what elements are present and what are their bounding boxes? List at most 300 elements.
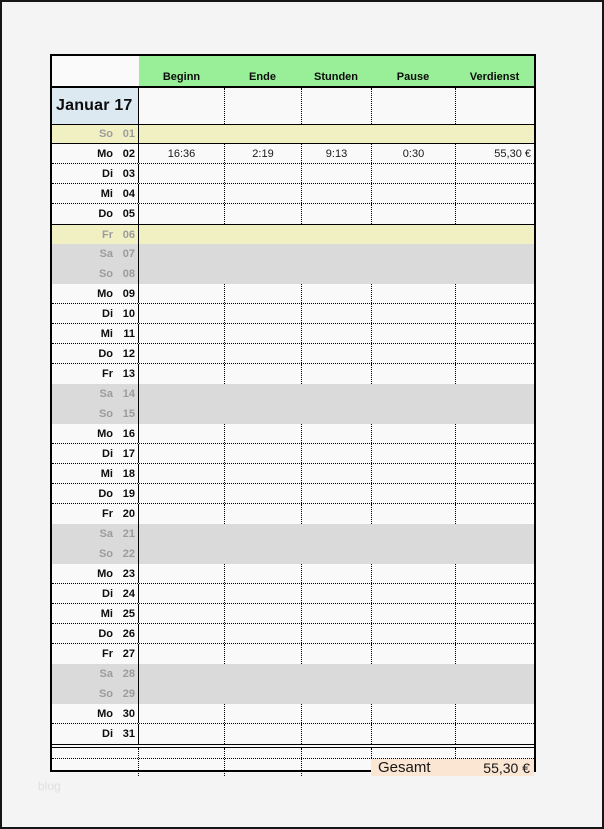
- cell-stunden-14[interactable]: [301, 384, 371, 404]
- cell-pause-03[interactable]: [371, 164, 455, 183]
- day-number: 18: [122, 467, 135, 480]
- cell-ende-12[interactable]: [224, 344, 301, 363]
- cell-stunden-02[interactable]: 9:13: [301, 144, 371, 163]
- day-row-16: [52, 424, 534, 444]
- day-row-20: [52, 504, 534, 524]
- cell-pause-04[interactable]: [371, 184, 455, 203]
- day-label-cell-28: [52, 664, 139, 684]
- cell-stunden-13[interactable]: [301, 364, 371, 384]
- gesamt-row-cell-1: [139, 759, 224, 776]
- cell-beginn-16[interactable]: [139, 424, 224, 443]
- day-number: 02: [122, 147, 135, 160]
- cell-beginn-10[interactable]: [139, 304, 224, 323]
- cell-ende-24[interactable]: [224, 584, 301, 603]
- cell-verdienst-17[interactable]: [455, 444, 534, 463]
- cell-verdienst-08[interactable]: [455, 264, 534, 284]
- cell-ende-14[interactable]: [224, 384, 301, 404]
- cell-verdienst-01[interactable]: [455, 125, 534, 143]
- weekday-label: Di: [102, 447, 113, 460]
- cell-verdienst-10[interactable]: [455, 304, 534, 323]
- day-number: 04: [122, 187, 135, 200]
- day-label-cell-24: [52, 584, 139, 603]
- cell-beginn-31[interactable]: [139, 724, 224, 744]
- cell-beginn-02[interactable]: 16:36: [167, 147, 196, 160]
- sub-row-cell-stunden[interactable]: [301, 748, 371, 758]
- cell-verdienst-05[interactable]: [455, 204, 534, 224]
- cell-ende-19[interactable]: [224, 484, 301, 503]
- cell-beginn-09[interactable]: [139, 284, 224, 303]
- day-number: 28: [122, 668, 135, 680]
- column-header-pause: Pause: [396, 71, 430, 83]
- day-label-cell-08: [52, 264, 139, 284]
- cell-pause-31[interactable]: [371, 724, 455, 744]
- column-header-ende: Ende: [249, 71, 276, 83]
- empty-sub-row: [52, 748, 534, 759]
- cell-ende-02[interactable]: 2:19: [224, 144, 301, 163]
- cell-pause-27[interactable]: [371, 644, 455, 664]
- day-number: 07: [122, 248, 135, 260]
- cell-pause-16[interactable]: [371, 424, 455, 443]
- cell-stunden-19[interactable]: [301, 484, 371, 503]
- weekday-label: Fr: [102, 508, 113, 520]
- cell-beginn-19[interactable]: [139, 484, 224, 503]
- day-row-08: [52, 264, 534, 284]
- weekday-label: Do: [98, 208, 113, 220]
- cell-beginn-17[interactable]: [139, 444, 224, 463]
- weekday-label: So: [98, 268, 113, 280]
- cell-beginn-07[interactable]: [139, 244, 224, 264]
- weekday-label: So: [98, 408, 113, 420]
- weekday-label: So: [98, 688, 113, 700]
- day-label-cell-21: [52, 524, 139, 544]
- day-label-cell-06: [52, 225, 139, 244]
- gesamt-row-day-cell: [52, 759, 139, 776]
- day-label-cell-31: [52, 724, 139, 744]
- weekday-label: Mi: [100, 327, 113, 340]
- cell-beginn-30[interactable]: [139, 704, 224, 723]
- gesamt-total-cell[interactable]: [371, 759, 534, 776]
- day-number: 29: [122, 688, 135, 700]
- cell-beginn-05[interactable]: [139, 204, 224, 224]
- day-rows: [52, 124, 534, 744]
- day-label-cell-14: [52, 384, 139, 404]
- cell-beginn-06[interactable]: [139, 225, 224, 244]
- weekday-label: Mi: [100, 187, 113, 200]
- cell-stunden-03[interactable]: [301, 164, 371, 183]
- day-label-cell-11: [52, 324, 139, 343]
- day-number: 15: [122, 408, 135, 420]
- cell-ende-18[interactable]: [224, 464, 301, 483]
- weekday-label: Di: [102, 307, 113, 320]
- cell-verdienst-12[interactable]: [455, 344, 534, 363]
- cell-pause-02[interactable]: 0:30: [371, 144, 455, 163]
- day-row-28: [52, 664, 534, 684]
- cell-ende-29[interactable]: [224, 684, 301, 704]
- day-number: 05: [122, 208, 135, 220]
- weekday-label: So: [98, 128, 113, 140]
- month-row-cell-pause[interactable]: [371, 88, 455, 124]
- cell-verdienst-19[interactable]: [455, 484, 534, 503]
- weekday-label: Fr: [102, 228, 113, 241]
- cell-pause-06[interactable]: [371, 225, 455, 244]
- day-label-cell-13: [52, 364, 139, 384]
- day-label-cell-07: [52, 244, 139, 264]
- day-number: 11: [123, 327, 135, 340]
- cell-stunden-10[interactable]: [301, 304, 371, 323]
- cell-verdienst-23[interactable]: [455, 564, 534, 583]
- cell-verdienst-21[interactable]: [455, 524, 534, 544]
- day-row-19: [52, 484, 534, 504]
- cell-verdienst-29[interactable]: [455, 684, 534, 704]
- weekday-label: Do: [98, 347, 113, 360]
- cell-beginn-20[interactable]: [139, 504, 224, 524]
- cell-stunden-25[interactable]: [301, 604, 371, 623]
- cell-pause-28[interactable]: [371, 664, 455, 684]
- day-label-cell-25: [52, 604, 139, 623]
- day-number: 17: [122, 447, 135, 460]
- day-number: 27: [122, 648, 135, 660]
- cell-beginn-18[interactable]: [139, 464, 224, 483]
- cell-verdienst-30[interactable]: [455, 704, 534, 723]
- cell-stunden-08[interactable]: [301, 264, 371, 284]
- weekday-label: Di: [102, 728, 113, 740]
- cell-stunden-24[interactable]: [301, 584, 371, 603]
- day-number: 31: [122, 728, 135, 740]
- cell-ende-30[interactable]: [224, 704, 301, 723]
- cell-verdienst-22[interactable]: [455, 544, 534, 564]
- cell-pause-25[interactable]: [371, 604, 455, 623]
- cell-verdienst-13[interactable]: [455, 364, 534, 384]
- day-number: 23: [122, 567, 135, 580]
- cell-stunden-30[interactable]: [301, 704, 371, 723]
- cell-pause-07[interactable]: [371, 244, 455, 264]
- month-row: [52, 88, 534, 124]
- day-number: 09: [122, 287, 135, 300]
- cell-beginn-08[interactable]: [139, 264, 224, 284]
- day-row-02: [52, 144, 534, 164]
- cell-stunden-31[interactable]: [301, 724, 371, 744]
- day-label-cell-05: [52, 204, 139, 224]
- cell-stunden-04[interactable]: [301, 184, 371, 203]
- cell-pause-21[interactable]: [371, 524, 455, 544]
- cell-ende-01[interactable]: [224, 125, 301, 143]
- cell-verdienst-31[interactable]: [455, 724, 534, 744]
- cell-pause-08[interactable]: [371, 264, 455, 284]
- cell-verdienst-25[interactable]: [455, 604, 534, 623]
- cell-stunden-28[interactable]: [301, 664, 371, 684]
- cell-stunden-16[interactable]: [301, 424, 371, 443]
- cell-verdienst-07[interactable]: [455, 244, 534, 264]
- cell-pause-26[interactable]: [371, 624, 455, 643]
- cell-pause-18[interactable]: [371, 464, 455, 483]
- cell-stunden-26[interactable]: [301, 624, 371, 643]
- day-number: 14: [122, 388, 135, 400]
- cell-pause-23[interactable]: [371, 564, 455, 583]
- cell-pause-11[interactable]: [371, 324, 455, 343]
- day-label-cell-12: [52, 344, 139, 363]
- cell-stunden-22[interactable]: [301, 544, 371, 564]
- column-header-row: [52, 56, 534, 88]
- cell-verdienst-15[interactable]: [455, 404, 534, 424]
- cell-verdienst-24[interactable]: [455, 584, 534, 603]
- day-label-cell-02: [52, 144, 139, 163]
- cell-ende-15[interactable]: [224, 404, 301, 424]
- month-row-cell-stunden[interactable]: [301, 88, 371, 124]
- day-row-21: [52, 524, 534, 544]
- day-row-01: [52, 124, 534, 144]
- cell-beginn-13[interactable]: [139, 364, 224, 384]
- cell-stunden-05[interactable]: [301, 204, 371, 224]
- day-row-07: [52, 244, 534, 264]
- cell-pause-10[interactable]: [371, 304, 455, 323]
- weekday-label: Mo: [97, 707, 113, 720]
- day-number: 26: [122, 627, 135, 640]
- cell-ende-03[interactable]: [224, 164, 301, 183]
- sub-row-cell-beginn[interactable]: [139, 748, 224, 758]
- cell-verdienst-02[interactable]: 55,30 €: [455, 144, 534, 163]
- header-corner-cell: [52, 56, 139, 86]
- cell-beginn-14[interactable]: [139, 384, 224, 404]
- day-row-23: [52, 564, 534, 584]
- weekday-label: Mi: [100, 607, 113, 620]
- day-row-14: [52, 384, 534, 404]
- cell-verdienst-06[interactable]: [455, 225, 534, 244]
- day-label-cell-29: [52, 684, 139, 704]
- gesamt-row-cell-2: [224, 759, 301, 776]
- column-header-verdienst: Verdienst: [469, 71, 520, 83]
- weekday-label: So: [98, 548, 113, 560]
- weekday-label: Fr: [102, 368, 113, 380]
- cell-ende-17[interactable]: [224, 444, 301, 463]
- day-row-27: [52, 644, 534, 664]
- cell-stunden-11[interactable]: [301, 324, 371, 343]
- cell-verdienst-14[interactable]: [455, 384, 534, 404]
- cell-beginn-26[interactable]: [139, 624, 224, 643]
- day-label-cell-18: [52, 464, 139, 483]
- cell-beginn-15[interactable]: [139, 404, 224, 424]
- gesamt-row: [52, 759, 534, 776]
- day-row-10: [52, 304, 534, 324]
- sub-row-cell-pause[interactable]: [371, 748, 455, 758]
- column-headers: [139, 56, 534, 86]
- gesamt-total-value: 55,30 €: [483, 759, 530, 776]
- cell-pause-09[interactable]: [371, 284, 455, 303]
- cell-beginn-12[interactable]: [139, 344, 224, 363]
- cell-verdienst-18[interactable]: [455, 464, 534, 483]
- cell-pause-17[interactable]: [371, 444, 455, 463]
- cell-pause-12[interactable]: [371, 344, 455, 363]
- sub-row-day-cell: [52, 748, 139, 758]
- cell-beginn-21[interactable]: [139, 524, 224, 544]
- day-number: 12: [122, 347, 135, 360]
- gesamt-label: Gesamt: [378, 759, 431, 776]
- cell-ende-26[interactable]: [224, 624, 301, 643]
- cell-stunden-18[interactable]: [301, 464, 371, 483]
- cell-verdienst-09[interactable]: [455, 284, 534, 303]
- cell-stunden-12[interactable]: [301, 344, 371, 363]
- day-row-25: [52, 604, 534, 624]
- day-row-05: [52, 204, 534, 224]
- day-label-cell-30: [52, 704, 139, 723]
- weekday-label: Mo: [97, 567, 113, 580]
- cell-ende-09[interactable]: [224, 284, 301, 303]
- cell-ende-04[interactable]: [224, 184, 301, 203]
- cell-ende-31[interactable]: [224, 724, 301, 744]
- cell-verdienst-26[interactable]: [455, 624, 534, 643]
- day-number: 06: [122, 228, 135, 241]
- cell-verdienst-27[interactable]: [455, 644, 534, 664]
- day-row-11: [52, 324, 534, 344]
- column-header-beginn: Beginn: [162, 71, 201, 83]
- day-number: 22: [122, 548, 135, 560]
- cell-verdienst-28[interactable]: [455, 664, 534, 684]
- day-number: 08: [122, 268, 135, 280]
- cell-beginn-23[interactable]: [139, 564, 224, 583]
- cell-stunden-01[interactable]: [301, 125, 371, 143]
- month-title: Januar 17: [52, 88, 139, 124]
- cell-beginn-24[interactable]: [139, 584, 224, 603]
- day-label-cell-16: [52, 424, 139, 443]
- cell-ende-06[interactable]: [224, 225, 301, 244]
- cell-pause-24[interactable]: [371, 584, 455, 603]
- cell-beginn-11[interactable]: [139, 324, 224, 343]
- weekday-label: Sa: [99, 528, 113, 540]
- cell-stunden-27[interactable]: [301, 644, 371, 664]
- timesheet-table: [50, 54, 536, 776]
- cell-pause-29[interactable]: [371, 684, 455, 704]
- cell-pause-13[interactable]: [371, 364, 455, 384]
- cell-verdienst-11[interactable]: [455, 324, 534, 343]
- weekday-label: Mo: [97, 147, 113, 160]
- month-row-cell-verdienst[interactable]: [455, 88, 534, 124]
- cell-beginn-29[interactable]: [139, 684, 224, 704]
- weekday-label: Fr: [102, 648, 113, 660]
- day-label-cell-20: [52, 504, 139, 524]
- cell-ende-23[interactable]: [224, 564, 301, 583]
- cell-ende-25[interactable]: [224, 604, 301, 623]
- cell-ende-13[interactable]: [224, 364, 301, 384]
- month-row-cell-ende[interactable]: [224, 88, 301, 124]
- cell-ende-08[interactable]: [224, 264, 301, 284]
- cell-beginn-04[interactable]: [139, 184, 224, 203]
- day-label-cell-27: [52, 644, 139, 664]
- cell-pause-20[interactable]: [371, 504, 455, 524]
- cell-ende-22[interactable]: [224, 544, 301, 564]
- weekday-label: Do: [98, 487, 113, 500]
- day-number: 30: [122, 707, 135, 720]
- day-number: 25: [122, 607, 135, 620]
- day-number: 24: [122, 587, 135, 600]
- cell-ende-07[interactable]: [224, 244, 301, 264]
- cell-pause-30[interactable]: [371, 704, 455, 723]
- cell-beginn-27[interactable]: [139, 644, 224, 664]
- day-label-cell-04: [52, 184, 139, 203]
- weekday-label: Do: [98, 627, 113, 640]
- cell-ende-20[interactable]: [224, 504, 301, 524]
- cell-pause-01[interactable]: [371, 125, 455, 143]
- gesamt-row-cell-3: [301, 759, 371, 776]
- day-row-31: [52, 724, 534, 744]
- day-row-29: [52, 684, 534, 704]
- weekday-label: Sa: [99, 668, 113, 680]
- weekday-label: Di: [102, 167, 113, 180]
- cell-pause-19[interactable]: [371, 484, 455, 503]
- day-number: 16: [122, 427, 135, 440]
- day-row-06: [52, 224, 534, 244]
- cell-verdienst-04[interactable]: [455, 184, 534, 203]
- cell-pause-14[interactable]: [371, 384, 455, 404]
- cell-stunden-29[interactable]: [301, 684, 371, 704]
- day-row-09: [52, 284, 534, 304]
- cell-stunden-15[interactable]: [301, 404, 371, 424]
- cell-pause-22[interactable]: [371, 544, 455, 564]
- sub-row-cell-ende[interactable]: [224, 748, 301, 758]
- cell-ende-27[interactable]: [224, 644, 301, 664]
- cell-ende-28[interactable]: [224, 664, 301, 684]
- cell-ende-11[interactable]: [224, 324, 301, 343]
- cell-ende-10[interactable]: [224, 304, 301, 323]
- day-row-12: [52, 344, 534, 364]
- cell-pause-05[interactable]: [371, 204, 455, 224]
- cell-beginn-01[interactable]: [139, 125, 224, 143]
- cell-verdienst-03[interactable]: [455, 164, 534, 183]
- column-header-stunden: Stunden: [314, 71, 358, 83]
- weekday-label: Sa: [99, 388, 113, 400]
- cell-ende-21[interactable]: [224, 524, 301, 544]
- day-label-cell-09: [52, 284, 139, 303]
- day-number: 13: [122, 368, 135, 380]
- day-row-24: [52, 584, 534, 604]
- cell-pause-15[interactable]: [371, 404, 455, 424]
- day-number: 03: [122, 167, 135, 180]
- cell-ende-05[interactable]: [224, 204, 301, 224]
- cell-stunden-17[interactable]: [301, 444, 371, 463]
- day-number: 20: [122, 508, 135, 520]
- cell-verdienst-16[interactable]: [455, 424, 534, 443]
- day-label-cell-26: [52, 624, 139, 643]
- cell-stunden-07[interactable]: [301, 244, 371, 264]
- weekday-label: Mo: [97, 287, 113, 300]
- day-number: 19: [122, 487, 135, 500]
- cell-stunden-06[interactable]: [301, 225, 371, 244]
- weekday-label: Mo: [97, 427, 113, 440]
- day-label-cell-22: [52, 544, 139, 564]
- day-label-cell-23: [52, 564, 139, 583]
- cell-beginn-25[interactable]: [139, 604, 224, 623]
- day-number: 01: [122, 128, 135, 140]
- cell-stunden-20[interactable]: [301, 504, 371, 524]
- cell-stunden-21[interactable]: [301, 524, 371, 544]
- cell-beginn-28[interactable]: [139, 664, 224, 684]
- day-row-13: [52, 364, 534, 384]
- day-label-cell-19: [52, 484, 139, 503]
- cell-stunden-09[interactable]: [301, 284, 371, 303]
- cell-verdienst-20[interactable]: [455, 504, 534, 524]
- sub-row-cell-verdienst[interactable]: [455, 748, 534, 758]
- day-row-03: [52, 164, 534, 184]
- cell-ende-16[interactable]: [224, 424, 301, 443]
- cell-stunden-23[interactable]: [301, 564, 371, 583]
- day-row-04: [52, 184, 534, 204]
- cell-beginn-22[interactable]: [139, 544, 224, 564]
- cell-beginn-03[interactable]: [139, 164, 224, 183]
- weekday-label: Mi: [100, 467, 113, 480]
- day-row-30: [52, 704, 534, 724]
- day-label-cell-03: [52, 164, 139, 183]
- day-label-cell-01: [52, 125, 139, 143]
- month-row-cell-beginn[interactable]: [139, 88, 224, 124]
- day-row-18: [52, 464, 534, 484]
